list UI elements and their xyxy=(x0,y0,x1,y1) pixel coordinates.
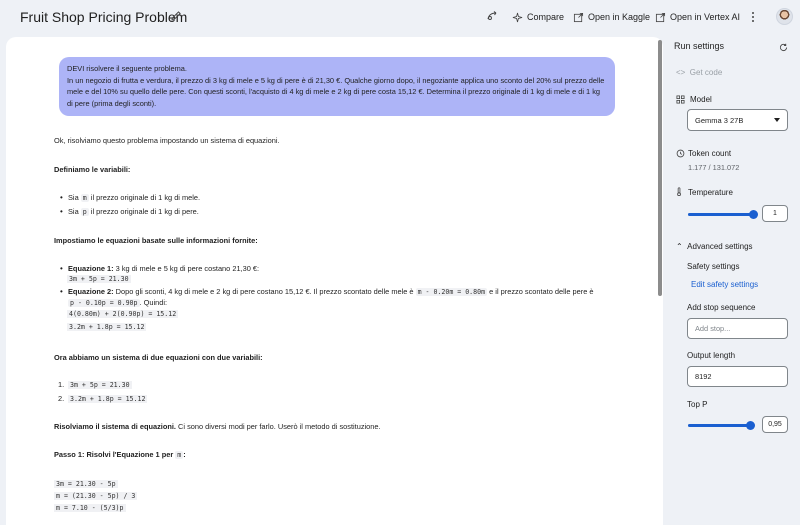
user-message-line1: DEVI risolvere il seguente problema. xyxy=(67,64,187,73)
eq2-item-cont xyxy=(68,297,167,309)
temperature-slider-thumb[interactable] xyxy=(749,210,758,219)
user-avatar[interactable] xyxy=(776,8,793,25)
eq2-code-a: m - 0.20m = 0.80m xyxy=(417,288,486,296)
compare-toggle-icon[interactable] xyxy=(486,10,498,22)
more-vert-icon[interactable] xyxy=(749,11,757,23)
solve-text: Ci sono diversi modi per farlo. Userò il metodo di sostituzione. xyxy=(178,422,381,431)
var-p-code: p xyxy=(82,208,87,216)
step1-line2-text: m = (21.30 - 5p) / 3 xyxy=(56,492,136,500)
temperature-slider[interactable] xyxy=(688,213,753,216)
list-number-1: 1. xyxy=(58,380,65,389)
advanced-settings-toggle[interactable] xyxy=(676,242,753,251)
top-p-slider-thumb[interactable] xyxy=(746,421,755,430)
page-title: Fruit Shop Pricing Problem xyxy=(20,9,188,25)
safety-settings-label: Safety settings xyxy=(687,262,740,271)
var-m-post: il prezzo originale di 1 kg di mele. xyxy=(90,193,201,202)
temperature-slider-fill xyxy=(688,213,753,216)
chat-panel xyxy=(6,37,663,525)
eq2-text-c: . Quindi: xyxy=(139,298,168,307)
dropdown-arrow-icon xyxy=(774,118,780,122)
var-p-pre: Sia xyxy=(68,207,79,216)
token-count-icon xyxy=(676,149,685,158)
bullet-dot: • xyxy=(60,287,63,296)
eq2-line2-text: 3.2m + 1.8p = 15.12 xyxy=(69,323,145,331)
open-external-icon xyxy=(573,12,584,23)
step1-line3 xyxy=(54,503,126,513)
top-p-slider[interactable] xyxy=(688,424,753,427)
temperature-label: Temperature xyxy=(688,188,733,197)
model-label: Model xyxy=(690,95,712,104)
response-intro: Ok, risolviamo questo problema impostando un sistema di equazioni. xyxy=(54,136,280,145)
model-select[interactable] xyxy=(687,109,788,131)
output-length-input[interactable]: 8192 xyxy=(687,366,788,387)
var-p-post: il prezzo originale di 1 kg di pere. xyxy=(90,207,199,216)
var-p-item xyxy=(68,206,199,218)
eq2-line2 xyxy=(67,322,146,332)
solve-paragraph xyxy=(54,421,381,432)
get-code-label: Get code xyxy=(689,68,723,77)
advanced-settings-label: Advanced settings xyxy=(687,242,753,251)
code-icon: <> xyxy=(676,68,686,77)
thermometer-icon xyxy=(675,187,684,196)
eq2-text-b: e il prezzo scontato delle pere è xyxy=(489,287,594,296)
compare-label: Compare xyxy=(527,12,565,22)
step1-code: m xyxy=(177,451,182,459)
run-settings-title: Run settings xyxy=(674,41,725,51)
edit-pencil-icon[interactable] xyxy=(170,10,182,22)
eq1-code-text: 3m + 5p = 21.30 xyxy=(69,275,129,283)
eq2-line1-text: 4(0.80m) + 2(0.90p) = 15.12 xyxy=(69,310,177,318)
run-settings-panel xyxy=(668,36,800,525)
stop-sequence-input[interactable]: Add stop... xyxy=(687,318,788,339)
bullet-dot: • xyxy=(60,207,63,216)
step1-line1 xyxy=(54,479,118,489)
list-number-2: 2. xyxy=(58,394,65,403)
eq1-label: Equazione 1: xyxy=(68,264,114,273)
system-heading: Ora abbiamo un sistema di due equazioni con due variabili: xyxy=(54,353,263,362)
var-m-code: m xyxy=(82,194,87,202)
model-select-value: Gemma 3 27B xyxy=(695,116,744,125)
step1-colon: : xyxy=(183,450,186,459)
define-vars-heading: Definiamo le variabili: xyxy=(54,165,131,174)
token-count-value: 1.177 / 131.072 xyxy=(688,163,740,172)
output-length-label: Output length xyxy=(687,351,736,360)
user-message xyxy=(59,57,615,116)
temperature-input[interactable]: 1 xyxy=(762,205,788,222)
eq1-item xyxy=(68,263,259,274)
step1-heading-text: Passo 1: Risolvi l'Equazione 1 per xyxy=(54,450,174,459)
bullet-dot: • xyxy=(60,193,63,202)
edit-safety-settings-link[interactable]: Edit safety settings xyxy=(691,280,759,289)
step1-line1-text: 3m = 21.30 - 5p xyxy=(56,480,116,488)
compare-button[interactable] xyxy=(512,9,564,25)
top-p-slider-fill xyxy=(688,424,750,427)
top-p-input[interactable]: 0,95 xyxy=(762,416,788,433)
open-in-kaggle-label: Open in Kaggle xyxy=(588,12,651,22)
user-message-body: In un negozio di frutta e verdura, il prezzo di 3 kg di mele e 5 kg di pere è di 21,30 €. Qualche giorno dopo, il negoziante applica uno sconto del 20% sul prezzo delle mele e del 10% su quello delle pere. Con questi sconti, l'acquisto di 4 kg di mele e 2 kg di pere costa 15,12 €. Determina il prezzo originale di 1 kg di mele e di 1 kg di pere (prima degli sconti). xyxy=(67,75,605,108)
token-count-label: Token count xyxy=(688,149,732,158)
model-icon xyxy=(676,95,685,104)
step1-line3-text: m = 7.10 - (5/3)p xyxy=(56,504,124,512)
system-eq2 xyxy=(68,394,147,404)
reset-icon[interactable] xyxy=(779,43,788,52)
open-in-vertex-button[interactable] xyxy=(655,9,740,25)
eq2-line1 xyxy=(67,309,178,319)
var-m-item xyxy=(68,192,200,204)
step1-line2 xyxy=(54,491,137,501)
open-in-vertex-label: Open in Vertex AI xyxy=(670,12,741,22)
top-p-label: Top P xyxy=(687,400,708,409)
get-code-button[interactable] xyxy=(676,68,722,77)
bullet-dot: • xyxy=(60,264,63,273)
eq2-label: Equazione 2: xyxy=(68,287,114,296)
equations-heading: Impostiamo le equazioni basate sulle informazioni fornite: xyxy=(54,236,258,245)
sparkle-icon xyxy=(512,12,523,23)
solve-bold: Risolviamo il sistema di equazioni. xyxy=(54,422,176,431)
eq1-text: 3 kg di mele e 5 kg di pere costano 21,30 €: xyxy=(115,264,260,273)
var-m-pre: Sia xyxy=(68,193,79,202)
chevron-up-icon: ⌃ xyxy=(676,242,683,251)
step1-heading xyxy=(54,449,186,461)
stop-sequence-label: Add stop sequence xyxy=(687,303,756,312)
chat-scrollbar[interactable] xyxy=(658,40,662,296)
open-external-icon xyxy=(655,12,666,23)
eq2-text: Dopo gli sconti, 4 kg di mele e 2 kg di pere costano 15,12 €. Il prezzo scontato delle mele è xyxy=(115,287,414,296)
eq2-code-b: p - 0.10p = 0.90p xyxy=(70,299,138,307)
system-eq1 xyxy=(68,380,132,390)
system-eq1-text: 3m + 5p = 21.30 xyxy=(70,381,130,389)
system-eq2-text: 3.2m + 1.8p = 15.12 xyxy=(70,395,146,403)
open-in-kaggle-button[interactable] xyxy=(573,9,650,25)
eq1-code xyxy=(67,274,131,284)
top-bar xyxy=(0,0,800,36)
